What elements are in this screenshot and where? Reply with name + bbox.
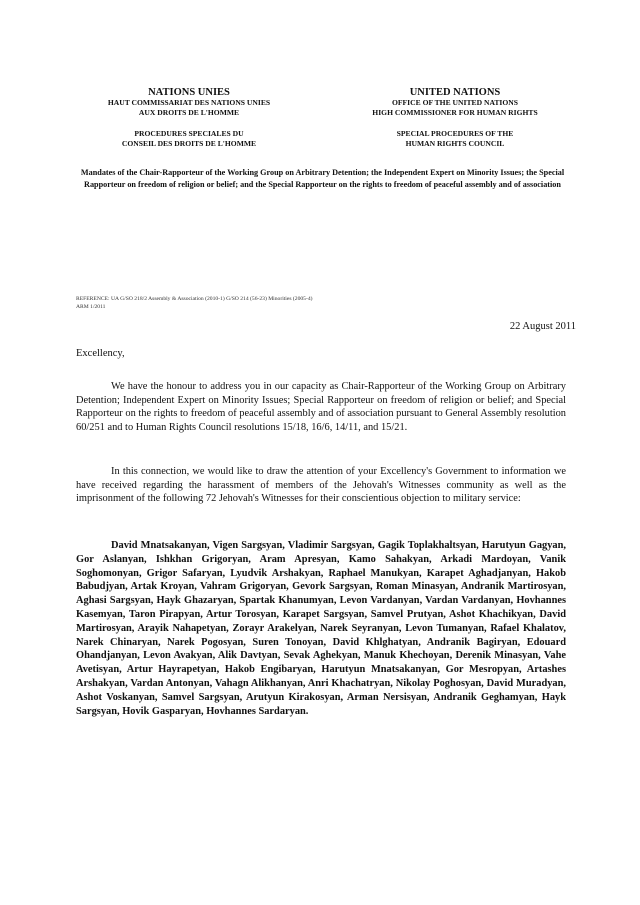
mandates-heading: Mandates of the Chair-Rapporteur of the Working Group on Arbitrary Detention; the Independent Expert on Minority Issues; the Special Rapporteur on freedom of religion or belief; and the Special Rapporteur on the rights to freedom of peaceful assembly and of association	[80, 168, 565, 189]
org-line-fr-1: HAUT COMMISSARIAT DES NATIONS UNIES	[107, 98, 271, 107]
org-line-en-1: OFFICE OF THE UNITED NATIONS	[391, 98, 519, 107]
letterhead	[64, 87, 580, 149]
salutation: Excellency,	[76, 348, 125, 359]
paragraph-intro	[76, 380, 566, 434]
procedures-line-fr-1: PROCEDURES SPECIALES DU	[134, 129, 244, 138]
org-title-en: UNITED NATIONS	[409, 87, 501, 98]
reference-block	[76, 295, 313, 311]
procedures-line-fr-2: CONSEIL DES DROITS DE L'HOMME	[121, 139, 257, 148]
letterhead-english	[330, 87, 580, 149]
paragraph-intro-text: We have the honour to address you in our capacity as Chair-Rapporteur of the Working Group on Arbitrary Detention; Independent Expert on Minority Issues; Special Rapporteur on freedom of religion or belief; and Special Rapporteur on the rights to freedom of peaceful assembly and of association pursuant to General Assembly resolution 60/251 and to Human Rights Council resolutions 15/18, 16/6, 14/11, and 15/21.	[76, 381, 566, 433]
org-title-fr: NATIONS UNIES	[148, 87, 230, 98]
letterhead-french	[64, 87, 314, 149]
procedures-line-en-2: HUMAN RIGHTS COUNCIL	[405, 139, 505, 148]
letter-date: 22 August 2011	[509, 321, 576, 332]
reference-code: ARM 1/2011	[76, 304, 106, 310]
org-line-fr-2: AUX DROITS DE L'HOMME	[138, 108, 240, 117]
org-line-en-2: HIGH COMMISSIONER FOR HUMAN RIGHTS	[372, 108, 538, 117]
procedures-line-en-1: SPECIAL PROCEDURES OF THE	[396, 129, 514, 138]
names-list	[76, 539, 566, 718]
reference-line: REFERENCE: UA G/SO 218/2 Assembly & Association (2010-1) G/SO 214 (56-23) Minorities (2005-4)	[76, 296, 313, 302]
names-list-text: David Mnatsakanyan, Vigen Sargsyan, Vladimir Sargsyan, Gagik Toplakhaltsyan, Harutyun Gagyan, Gor Aslanyan, Ishkhan Grigoryan, Aram Apresyan, Kamo Sahakyan, Arkadi Mardoyan, Vanik Soghomonyan, Grigor Safaryan, Lyudvik Arshakyan, Raphael Manukyan, Karapet Aghadjanyan, Hakob Babudjyan, Artak Kroyan, Vahram Grigoryan, Gevork Sargsyan, Roman Minasyan, Andranik Martirosyan, Aghasi Sargsyan, Hayk Ghazaryan, Spartak Khanumyan, Levon Vardanyan, Vardan Vardanyan, Hovhannes Kasemyan, Taron Pirapyan, Artur Torosyan, Karapet Sargsyan, Samvel Prutyan, Ashot Khachikyan, David Martirosyan, Arayik Nahapetyan, Zorayr Arakelyan, Narek Seyranyan, Levon Tumanyan, Rafael Khalatov, Narek Chinaryan, Narek Pogosyan, Suren Tonoyan, David Khlghatyan, Andranik Bagiryan, Edouard Ohandjanyan, Levon Avakyan, Alik Davtyan, Sevak Aghekyan, Manuk Khechoyan, Derenik Minasyan, Vahe Avetisyan, Artur Hayrapetyan, Hakob Engibaryan, Harutyun Mnatsakanyan, Gor Mesropyan, Artashes Arshakyan, Vardan Antonyan, Vahagn Alikhanyan, Anri Khachatryan, Nikolay Poghosyan, David Muradyan, Ashot Voskanyan, Samvel Sargsyan, Arutyun Kirakosyan, Arman Nersisyan, Andranik Geghamyan, Hayk Sargsyan, Hovik Gasparyan, Hovhannes Sardaryan.	[76, 540, 566, 717]
paragraph-connection	[76, 465, 566, 506]
paragraph-connection-text: In this connection, we would like to draw the attention of your Excellency's Government to information we have received regarding the harassment of members of the Jehovah's Witnesses community as well as the imprisonment of the following 72 Jehovah's Witnesses for their conscientious objection to military service:	[76, 466, 566, 505]
